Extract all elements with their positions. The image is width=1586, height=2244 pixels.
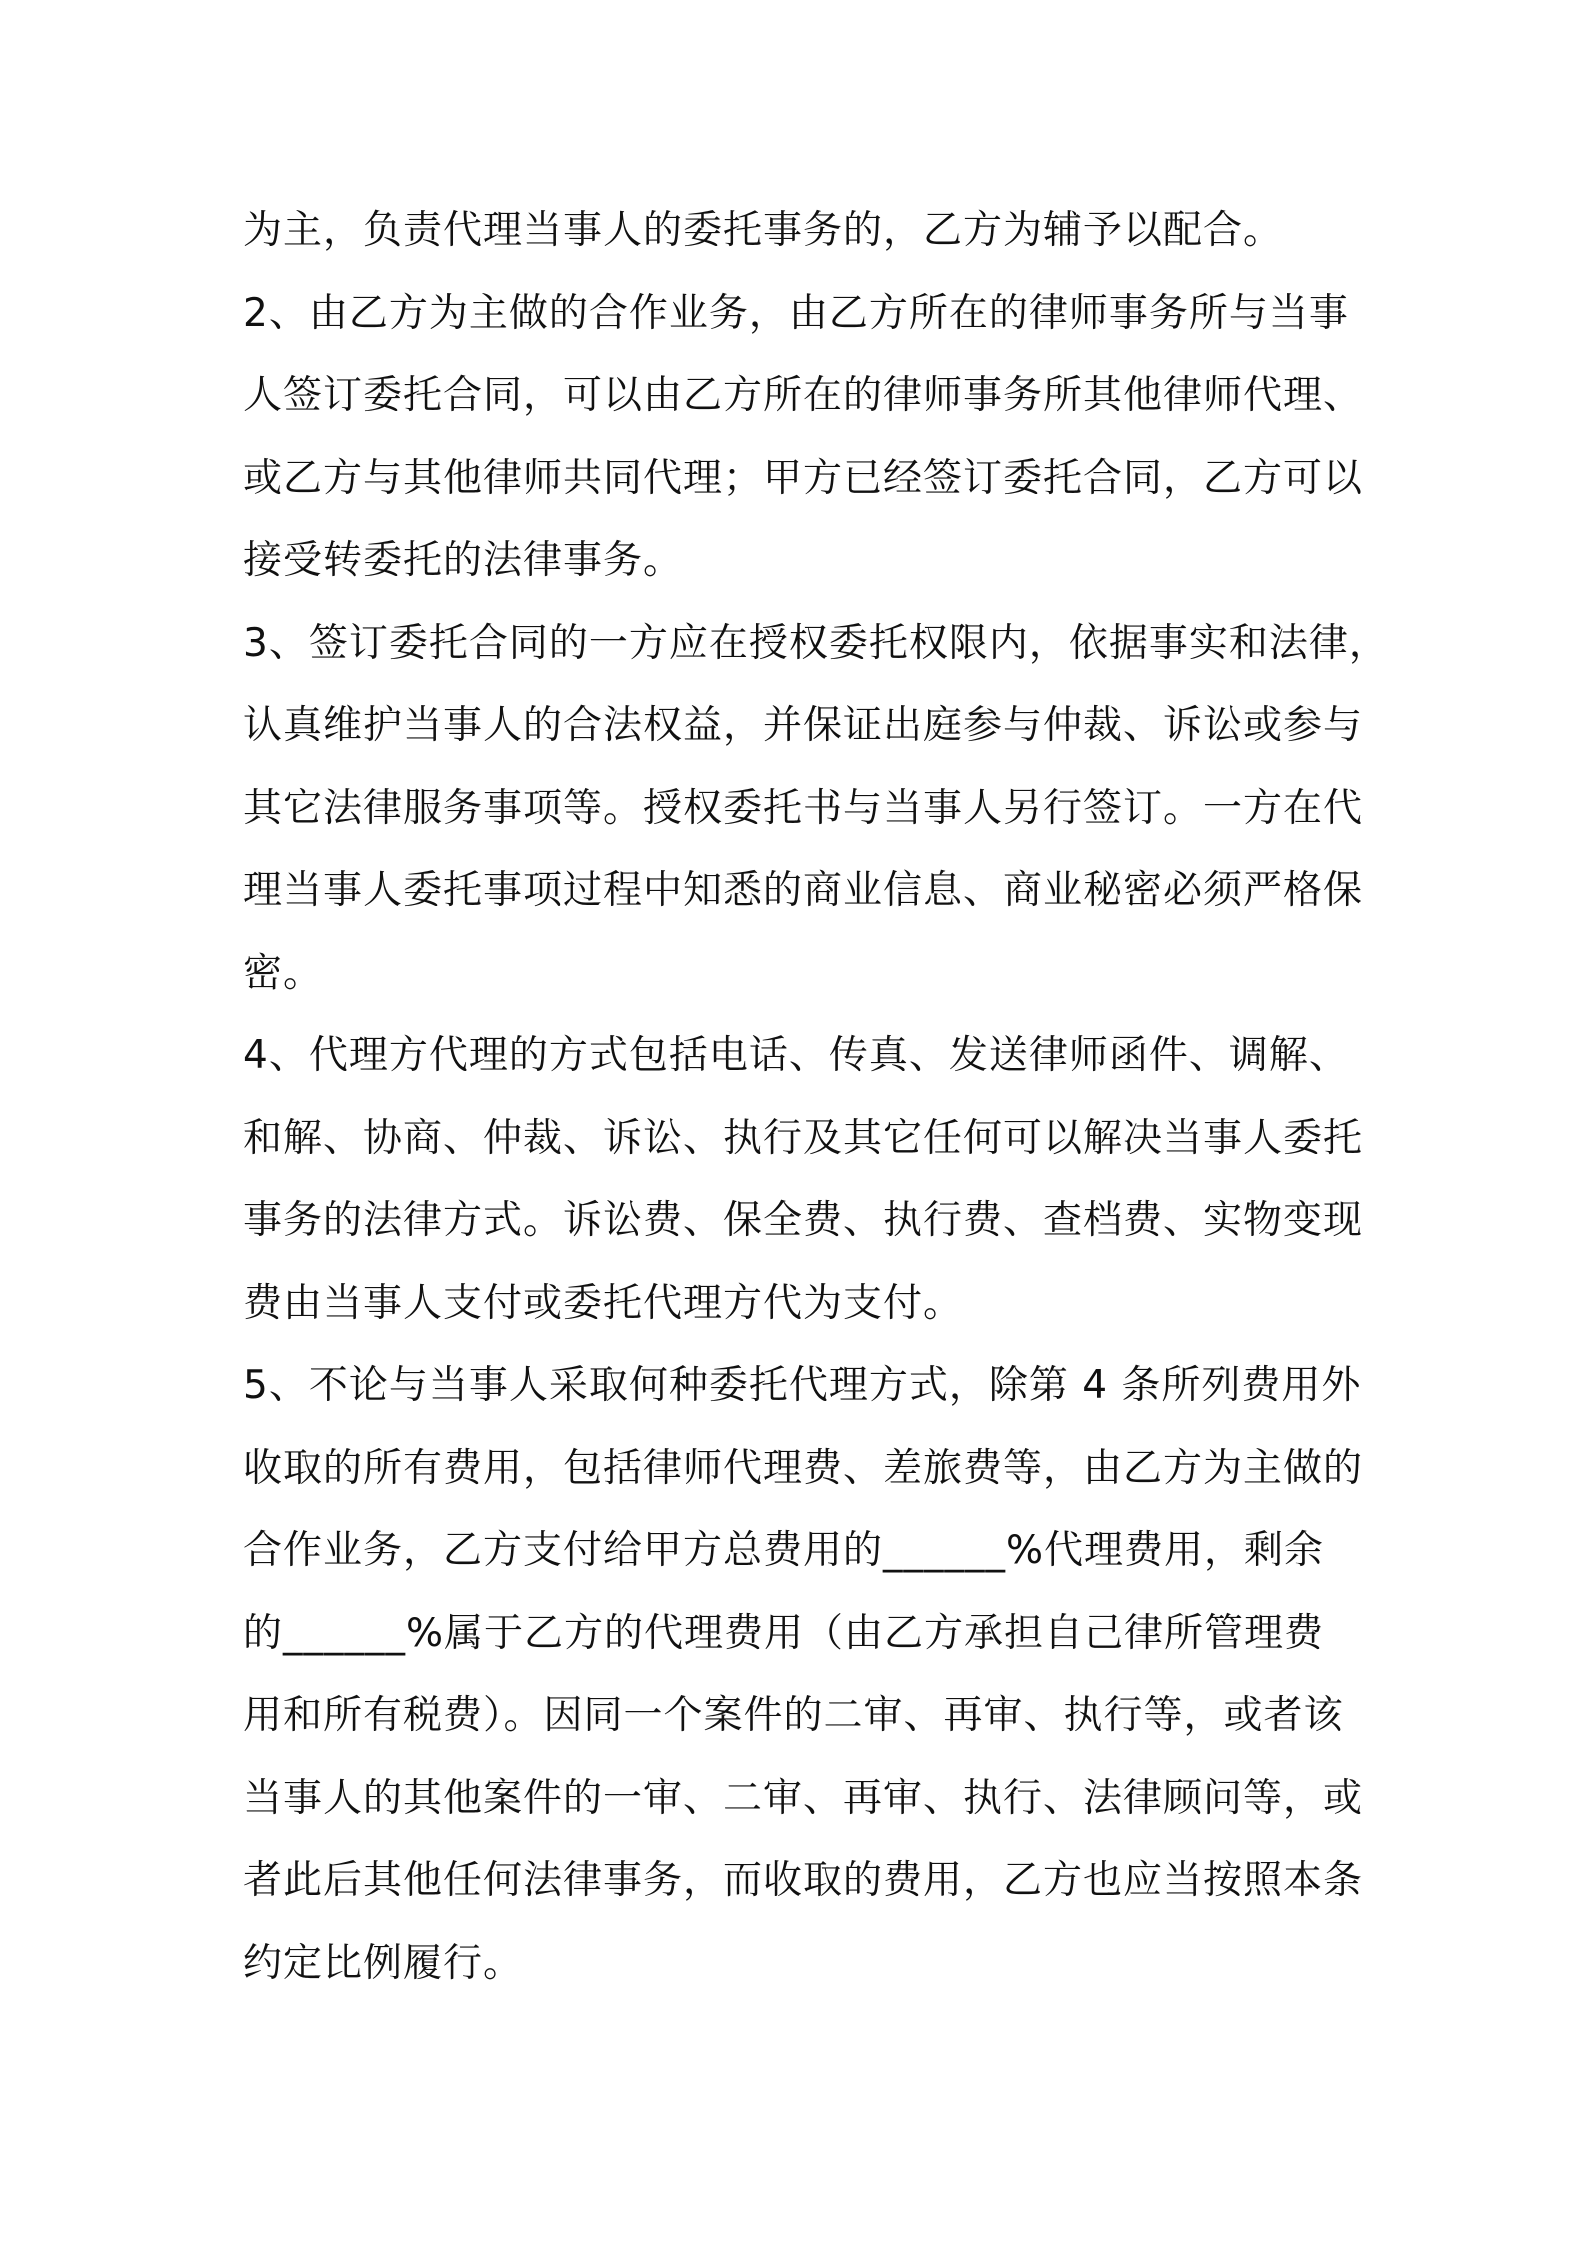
- text-line: 费由当事人支付或委托代理方代为支付。: [243, 1280, 964, 1326]
- text-line: 人签订委托合同，可以由乙方所在的律师事务所其他律师代理、: [243, 373, 1364, 418]
- text-line: 约定比例履行。: [243, 1940, 524, 1986]
- text-line: 用和所有税费）。因同一个案件的二审、再审、执行等，或者该: [243, 1693, 1344, 1738]
- text-line: 合作业务，乙方支付给甲方总费用的______%代理费用，剩余: [243, 1528, 1325, 1573]
- contract-body-text: [243, 190, 1389, 2005]
- clause-5-line: 5、不论与当事人采取何种委托代理方式，除第 4 条所列费用外: [243, 1363, 1362, 1408]
- text-line: 收取的所有费用，包括律师代理费、差旅费等，由乙方为主做的: [243, 1445, 1364, 1491]
- text-line: 的______%属于乙方的代理费用（由乙方承担自己律所管理费: [243, 1610, 1325, 1656]
- clause-2-line: 2、由乙方为主做的合作业务，由乙方所在的律师事务所与当事: [243, 290, 1349, 336]
- text-line: 为主，负责代理当事人的委托事务的，乙方为辅予以配合。: [243, 208, 1284, 253]
- text-line: 理当事人委托事项过程中知悉的商业信息、商业秘密必须严格保: [243, 868, 1364, 913]
- clause-3-line: 3、签订委托合同的一方应在授权委托权限内，依据事实和法律，: [243, 620, 1389, 666]
- clause-4-line: 4、代理方代理的方式包括电话、传真、发送律师函件、调解、: [243, 1033, 1349, 1078]
- text-line: 接受转委托的法律事务。: [243, 538, 684, 583]
- text-line: 密。: [243, 950, 324, 996]
- text-line: 者此后其他任何法律事务，而收取的费用，乙方也应当按照本条: [243, 1858, 1364, 1903]
- text-line: 和解、协商、仲裁、诉讼、执行及其它任何可以解决当事人委托: [243, 1115, 1364, 1161]
- text-line: 当事人的其他案件的一审、二审、再审、执行、法律顾问等，或: [243, 1775, 1364, 1821]
- text-line: 认真维护当事人的合法权益，并保证出庭参与仲裁、诉讼或参与: [243, 703, 1364, 748]
- text-line: 或乙方与其他律师共同代理；甲方已经签订委托合同，乙方可以: [243, 455, 1364, 501]
- text-line: 事务的法律方式。诉讼费、保全费、执行费、查档费、实物变现: [243, 1198, 1364, 1243]
- text-line: 其它法律服务事项等。授权委托书与当事人另行签订。一方在代: [243, 785, 1364, 831]
